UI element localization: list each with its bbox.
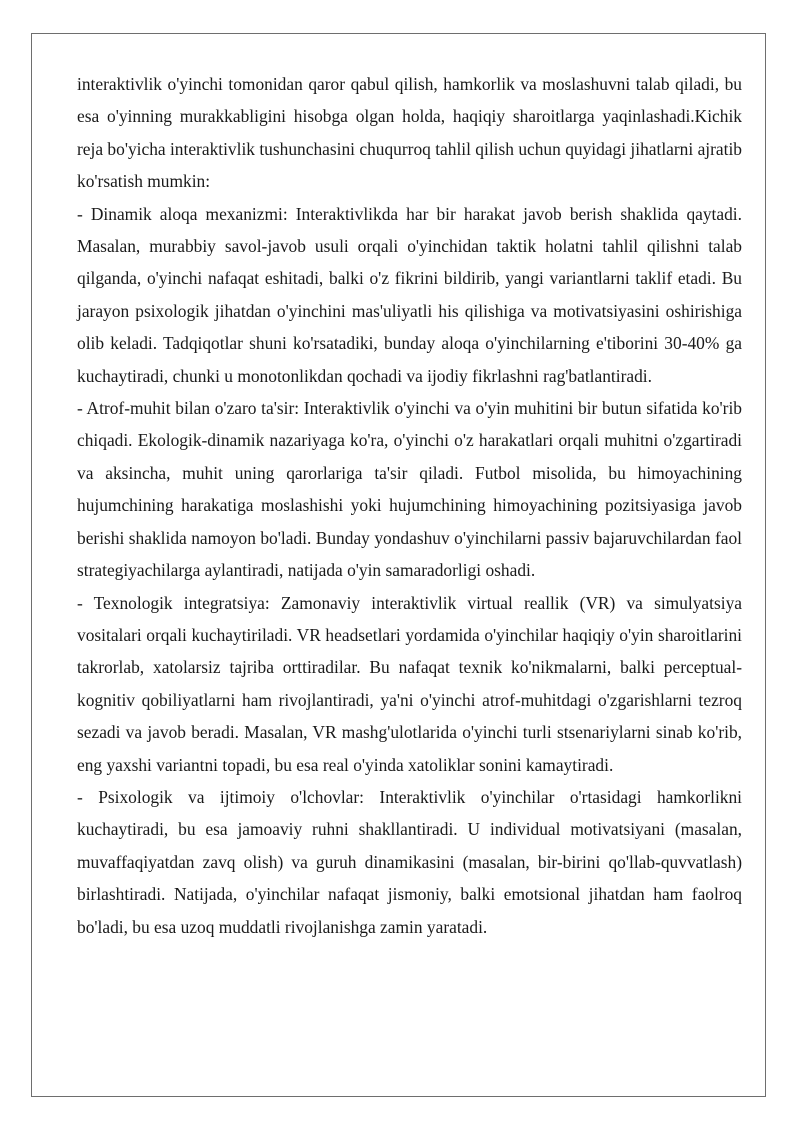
paragraph-intro: interaktivlik o'yinchi tomonidan qaror qabul qilish, hamkorlik va moslashuvni talab qiladi, bu esa o'yinning murakkabligini hisobga olgan holda, haqiqiy sharoitlarga yaqinlashadi.Kichik reja bo'yicha interaktivlik tushunchasini chuqurroq tahlil qilish uchun quyidagi jihatlarni ajratib ko'rsatish mumkin: (77, 74, 742, 192)
paragraph-dynamic-communication: - Dinamik aloqa mexanizmi: Interaktivlikda har bir harakat javob berish shaklida qaytadi. Masalan, murabbiy savol-javob usuli orqali o'yinchidan taktik holatni tahlil qilishni talab qilganda, o'yinchi nafaqat eshitadi, balki o'z fikrini bildirib, yangi variantlarni taklif etadi. Bu jarayon psixologik jihatdan o'yinchini mas'uliyatli his qilishiga va motivatsiyasini oshirishiga olib keladi. Tadqiqotlar shuni ko'rsatadiki, bunday aloqa o'yinchilarning e'tiborini 30-40% ga kuchaytiradi, chunki u monotonlikdan qochadi va ijodiy fikrlashni rag'batlantiradi. (77, 203, 742, 386)
paragraph-psychological-social: - Psixologik va ijtimoiy o'lchovlar: Interaktivlik o'yinchilar o'rtasidagi hamkorlikni kuchaytiradi, bu esa jamoaviy ruhni shakllantiradi. U individual motivatsiyani (masalan, muvaffaqiyatdan zavq olish) va guruh dinamikasini (masalan, bir-birini qo'llab-quvvatlash) birlashtiradi. Natijada, o'yinchilar nafaqat jismoniy, balki emotsional jihatdan ham faolroq bo'ladi, bu esa uzoq muddatli rivojlanishga zamin yaratadi. (77, 786, 742, 937)
paragraph-technology-integration: - Texnologik integratsiya: Zamonaviy interaktivlik virtual reallik (VR) va simulyatsiya vositalari orqali kuchaytiriladi. VR headsetlari yordamida o'yinchilar haqiqiy o'yin sharoitlarini takrorlab, xatolarsiz tajriba orttiradilar. Bu nafaqat texnik ko'nikmalarni, balki perceptual-kognitiv qobiliyatlarni ham rivojlantiradi, ya'ni o'yinchi atrof-muhitdagi o'zgarishlarni tezroq sezadi va javob beradi. Masalan, VR mashg'ulotlarida o'yinchi turli stsenariylarni sinab ko'rib, eng yaxshi variantni topadi, bu esa real o'yinda xatoliklar sonini kamaytiradi. (77, 592, 742, 775)
document-body (77, 68, 742, 943)
paragraph-environment-interaction: - Atrof-muhit bilan o'zaro ta'sir: Interaktivlik o'yinchi va o'yin muhitini bir butun sifatida ko'rib chiqadi. Ekologik-dinamik nazariyaga ko'ra, o'yinchi o'z harakatlari orqali muhitni o'zgartiradi va aksincha, muhit uning qarorlariga ta'sir qiladi. Futbol misolida, bu himoyachining hujumchining harakatiga moslashishi yoki hujumchining himoyachining pozitsiyasiga javob berishi shaklida namoyon bo'ladi. Bunday yondashuv o'yinchilarni passiv bajaruvchilardan faol strategiyachilarga aylantiradi, natijada o'yin samaradorligi oshadi. (77, 398, 742, 581)
